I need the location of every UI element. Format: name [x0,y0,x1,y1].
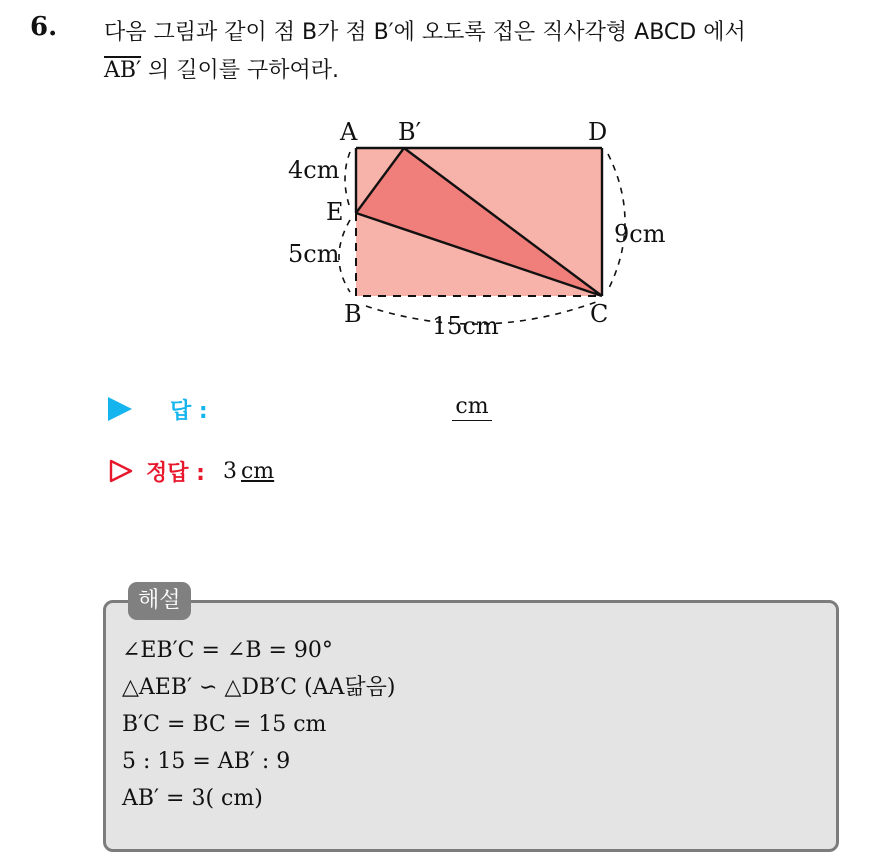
label-dc-length: 9cm [614,220,666,248]
label-d: D [588,118,608,146]
label-b: B [344,300,362,328]
label-ae-length: 4cm [288,156,340,184]
label-a: A [340,118,358,146]
segment-ab-prime: AB′ [104,58,142,83]
correct-answer-row [108,454,274,488]
arc-eb-dashed [339,220,350,292]
solution-line: B′C = BC = 15 cm [122,712,327,737]
label-bc-length: 15cm [432,312,499,340]
answer-label: 답 : [170,398,208,424]
correct-unit: cm [240,458,275,484]
solution-line: △AEB′ ∽ △DB′C (AA닮음) [122,675,396,700]
correct-value: 3 [222,458,237,484]
question-text-end: 의 길이를 구하여라. [141,58,340,83]
answer-marker-icon [108,397,132,421]
solution-tag: 해설 [128,582,191,620]
geometry-figure [270,112,690,352]
answer-input[interactable]: cm [452,394,492,421]
question-text-main: 다음 그림과 같이 점 B가 점 B′에 오도록 접은 직사각형 ABCD 에서 [104,20,746,45]
label-b-prime: B′ [398,118,422,146]
question-text [104,14,864,90]
correct-label: 정답 : [146,460,205,486]
label-e: E [326,198,344,226]
solution-line: 5 : 15 = AB′ : 9 [122,749,291,774]
arc-ae-dashed [345,152,350,208]
solution-line: AB′ = 3( cm) [122,786,263,811]
label-c: C [590,300,609,328]
label-eb-length: 5cm [288,240,340,268]
answer-row [108,392,208,426]
question-number: 6. [30,12,58,42]
solution-line: ∠EB′C = ∠B = 90° [122,638,333,663]
solution-lines [122,632,395,817]
correct-marker-icon [108,458,134,484]
